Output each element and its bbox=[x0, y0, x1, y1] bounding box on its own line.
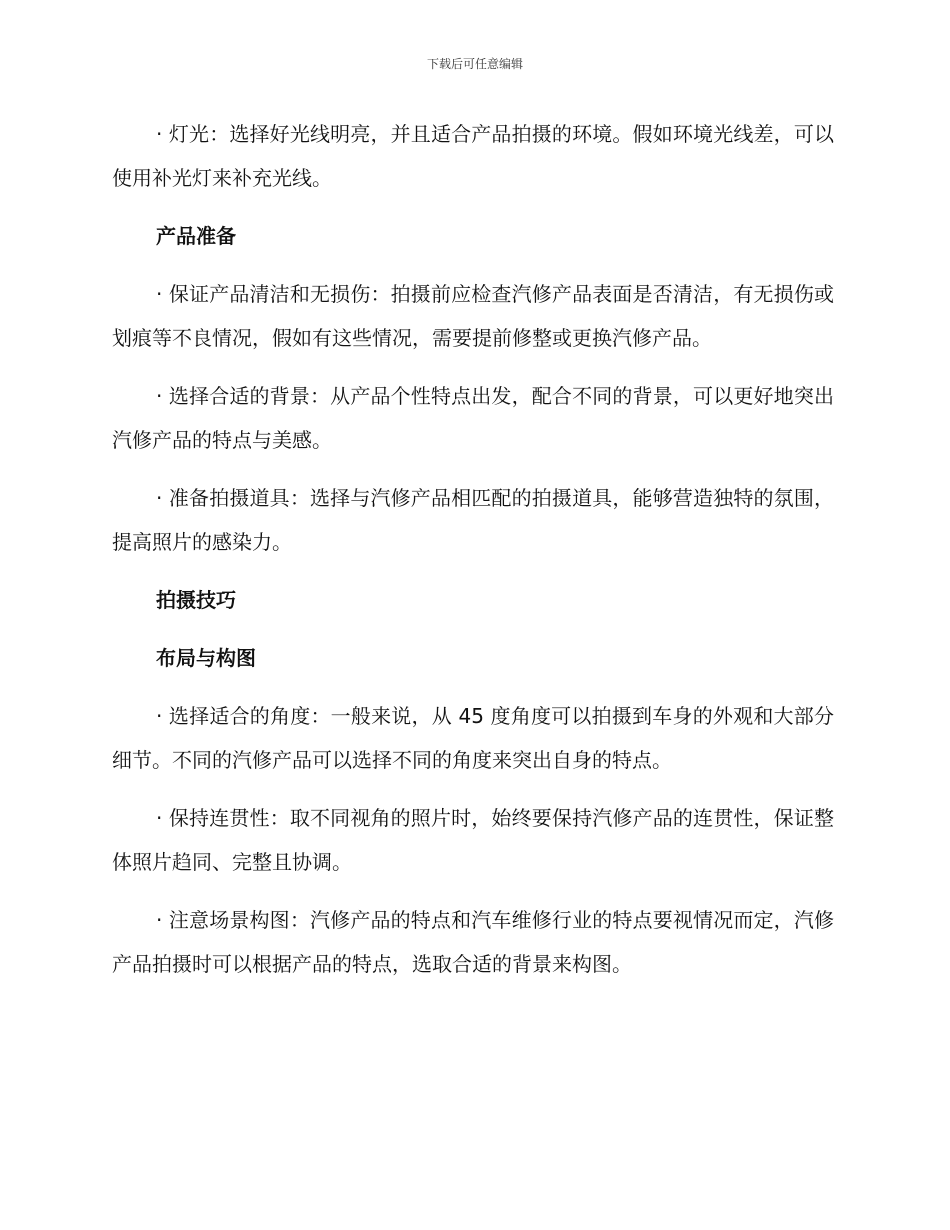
paragraph-background: · 选择合适的背景：从产品个性特点出发，配合不同的背景，可以更好地突出汽修产品的特点与美感。 bbox=[112, 384, 834, 452]
section-heading-techniques: 拍摄技巧 bbox=[156, 588, 236, 612]
paragraph-scene-composition: · 注意场景构图：汽修产品的特点和汽车维修行业的特点要视情况而定，汽修产品拍摄时可以根据产品的特点，选取合适的背景来构图。 bbox=[112, 908, 834, 976]
section-heading-composition: 布局与构图 bbox=[156, 646, 256, 670]
section-heading-product-prep: 产品准备 bbox=[156, 224, 236, 248]
page-header: 下载后可任意编辑 bbox=[426, 57, 523, 71]
paragraph-props: · 准备拍摄道具：选择与汽修产品相匹配的拍摄道具，能够营造独特的氛围，提高照片的感染力。 bbox=[112, 486, 834, 554]
document-body bbox=[112, 112, 834, 1000]
paragraph-clean-product: · 保证产品清洁和无损伤：拍摄前应检查汽修产品表面是否清洁，有无损伤或划痕等不良情况，假如有这些情况，需要提前修整或更换汽修产品。 bbox=[112, 282, 834, 350]
paragraph-angle: · 选择适合的角度：一般来说，从 45 度角度可以拍摄到车身的外观和大部分细节。不同的汽修产品可以选择不同的角度来突出自身的特点。 bbox=[112, 704, 834, 772]
paragraph-lighting: · 灯光：选择好光线明亮，并且适合产品拍摄的环境。假如环境光线差，可以使用补光灯来补充光线。 bbox=[112, 122, 834, 190]
paragraph-consistency: · 保持连贯性：取不同视角的照片时，始终要保持汽修产品的连贯性，保证整体照片趋同、完整且协调。 bbox=[112, 806, 834, 874]
